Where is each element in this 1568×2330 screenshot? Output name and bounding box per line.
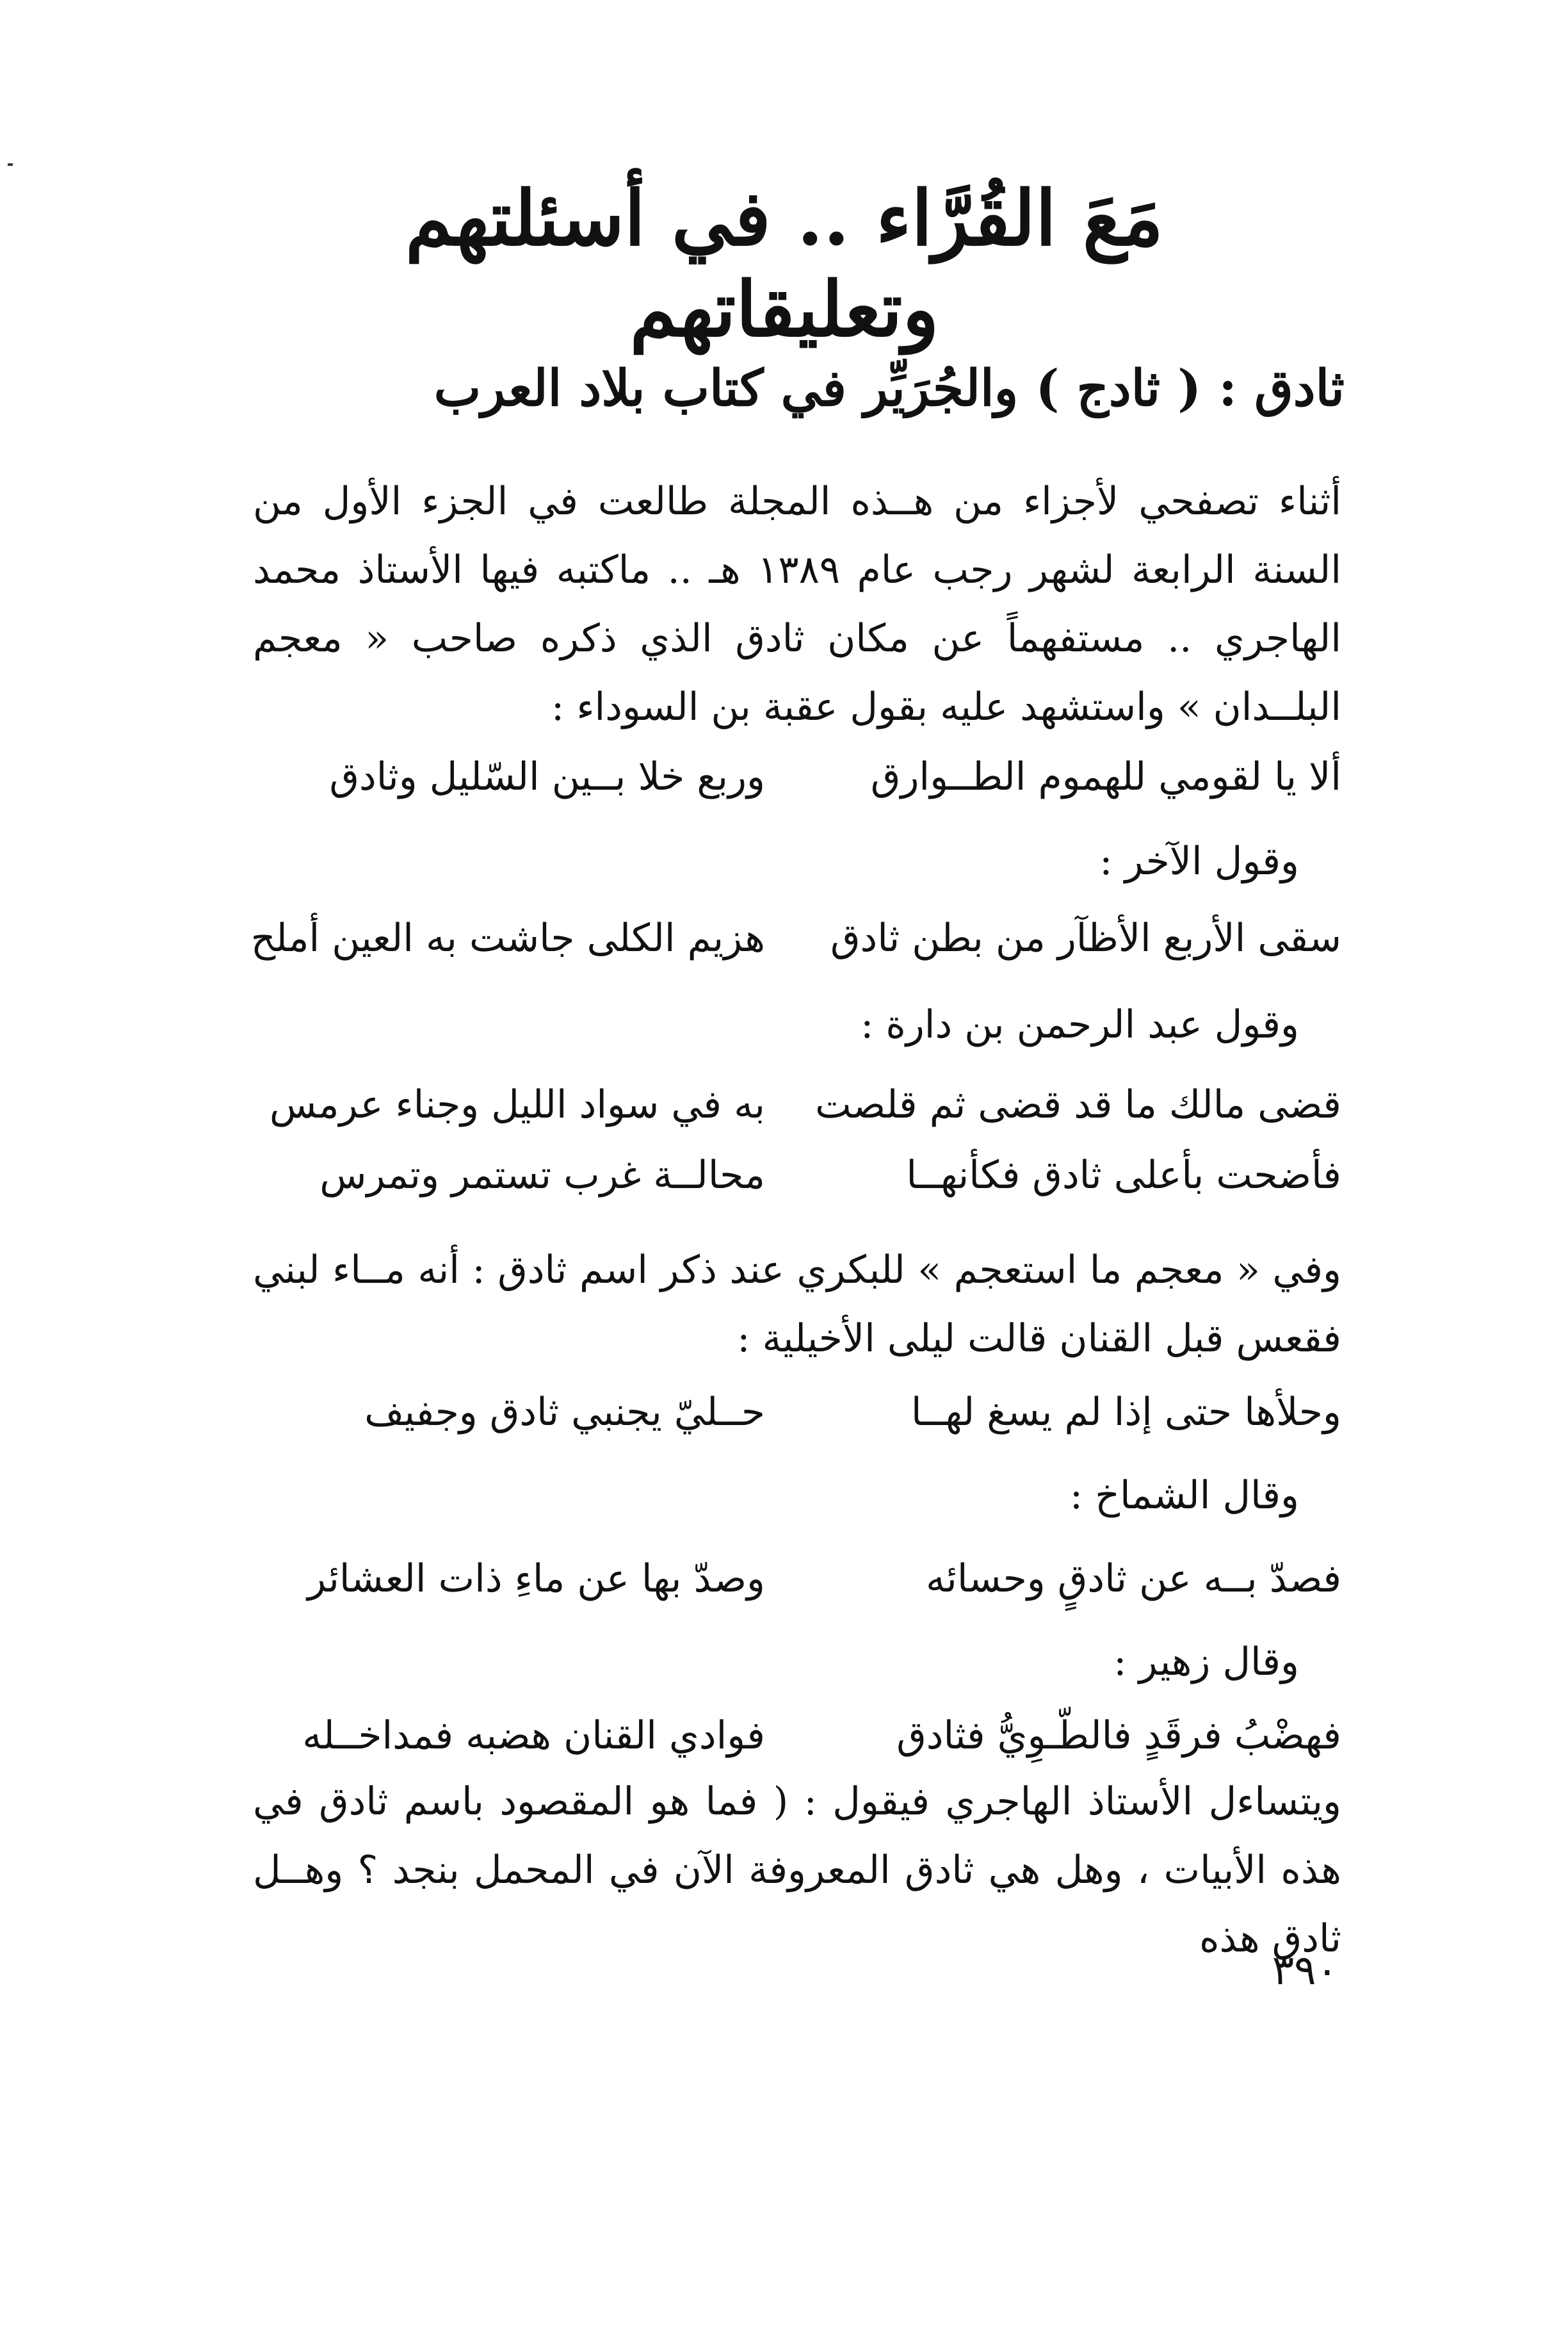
attribution-1: وقول الآخر : <box>1099 839 1299 884</box>
page-number: ٣٩٠ <box>1272 1947 1338 1994</box>
verse-line-6 <box>253 1707 1341 1764</box>
verse-second-hemistich: وصدّ بها عن ماءِ ذات العشائر <box>307 1556 765 1601</box>
verse-second-hemistich: محالــة غرب تستمر وتمرس <box>319 1153 765 1198</box>
article-heading: ثادق : ( ثادج ) والجُرَيِّر في كتاب بلاد العرب <box>433 359 1345 418</box>
attribution-2: وقول عبد الرحمن بن دارة : <box>861 1002 1299 1047</box>
verse-second-hemistich: حــليّ يجنبي ثادق وجفيف <box>364 1390 765 1435</box>
verse-first-hemistich: فأضحت بأعلى ثادق فكأنهــا <box>906 1153 1341 1198</box>
third-paragraph-text: ويتساءل الأستاذ الهاجري فيقول : ( فما هو المقصود باسم ثادق في هذه الأبيات ، وهل هي ثادق المعروفة الآن في المحمل بنجد ؟ وهــل ثادق هذه <box>253 1779 1341 1961</box>
verse-second-hemistich: وربع خلا بــين السّليل وثادق <box>329 754 765 799</box>
second-paragraph-text: وفي « معجم ما استعجم » للبكري عند ذكر اسم ثادق : أنه مــاء لبني فقعس قبل القنان قالت ليلى الأخيلية : <box>253 1248 1341 1361</box>
verse-second-hemistich: به في سواد الليل وجناء عرمس <box>269 1082 765 1127</box>
verse-line-3a <box>253 1076 1341 1134</box>
verse-line-2 <box>250 909 1341 967</box>
second-paragraph <box>253 1236 1341 1373</box>
verse-line-5 <box>253 1550 1341 1608</box>
scan-margin-mark <box>8 163 13 166</box>
attribution-3: وقال الشماخ : <box>1069 1473 1299 1518</box>
verse-first-hemistich: ألا يا لقومي للهموم الطــوارق <box>870 754 1341 799</box>
verse-second-hemistich: هزيم الكلى جاشت به العين أملح <box>250 916 765 961</box>
intro-text: أثناء تصفحي لأجزاء من هــذه المجلة طالعت في الجزء الأول من السنة الرابعة لشهر رجب عام ١٣٨٩ هـ .. ماكتبه فيها الأستاذ محمد الهاجري .. مستفهماً عن مكان ثادق الذي ذكره صاحب « معجم البلــدان » واستشهد عليه بقول عقبة بن السوداء : <box>253 479 1342 729</box>
verse-first-hemistich: سقى الأربع الأظآر من بطن ثادق <box>830 916 1341 961</box>
page-header-title: مَعَ القُرَّاء .. في أسئلتهم وتعليقاتهم <box>405 174 1163 354</box>
intro-paragraph <box>253 468 1341 742</box>
verse-first-hemistich: وحلأها حتى إذا لم يسغ لهــا <box>910 1390 1341 1435</box>
third-paragraph <box>253 1768 1341 1973</box>
attribution-4: وقال زهير : <box>1113 1640 1299 1684</box>
verse-first-hemistich: قضى مالك ما قد قضى ثم قلصت <box>815 1082 1341 1127</box>
verse-line-1 <box>253 748 1341 806</box>
verse-line-3b <box>253 1146 1341 1204</box>
verse-first-hemistich: فهضْبُ فرقَدٍ فالطّـوِيُّ فثادق <box>896 1713 1341 1758</box>
verse-first-hemistich: فصدّ بــه عن ثادقٍ وحسائه <box>926 1556 1341 1601</box>
verse-line-4 <box>253 1383 1341 1441</box>
verse-second-hemistich: فوادي القنان هضبه فمداخــله <box>302 1713 765 1758</box>
